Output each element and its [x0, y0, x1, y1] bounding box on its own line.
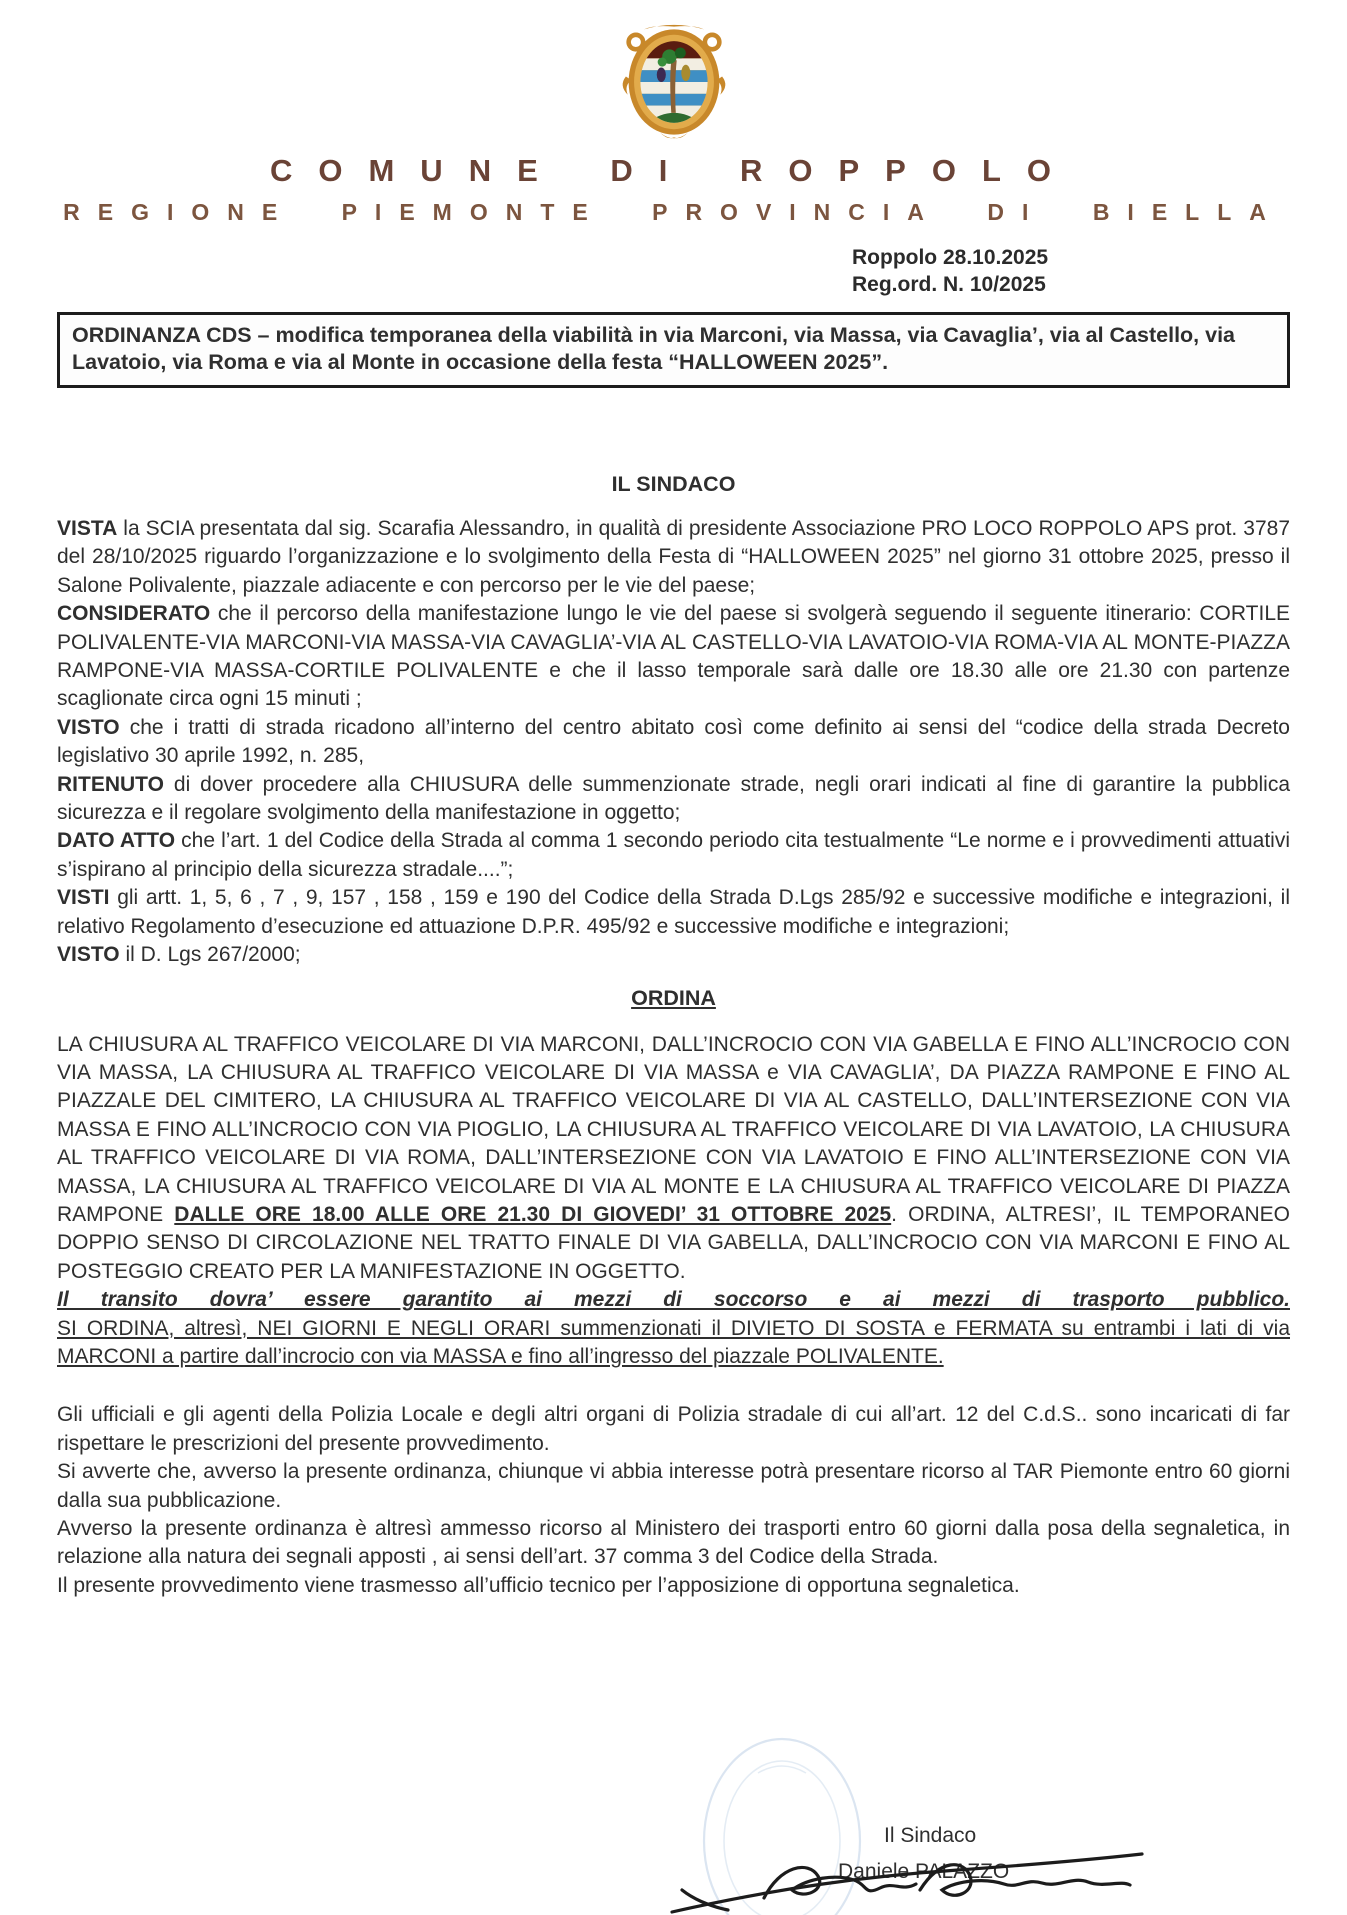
ordina-text-part1: LA CHIUSURA AL TRAFFICO VEICOLARE DI VIA MARCONI, DALL’INCROCIO CON VIA GABELLA E FINO ALL’INCROCIO CON VIA MASSA, LA CHIUSURA AL TRAFFICO VEICOLARE DI VIA MASSA e VIA CAVAGLIA’, DA PIAZZA RAMPONE E FINO AL PIAZZALE DEL CIMITERO, LA CHIUSURA AL TRAFFICO VEICOLARE DI VIA AL CASTELLO, DALL’INTERSEZIONE CON VIA MASSA E FINO ALL’INCROCIO CON VIA PIOGLIO, LA CHIUSURA AL TRAFFICO VEICOLARE DI VIA LAVATOIO, LA CHIUSURA AL TRAFFICO VEICOLARE DI VIA ROMA, DALL’INTERSEZIONE CON VIA LAVATOIO E FINO ALL’INTERSEZIONE CON VIA MASSA, LA CHIUSURA AL TRAFFICO VEICOLARE DI VIA AL MONTE E LA CHIUSURA AL TRAFFICO VEICOLARE DI PIAZZA RAMPONE: [57, 1032, 1290, 1226]
municipality-name: COMUNE DI ROPPOLO: [269, 153, 1077, 188]
ordinance-title: ORDINANZA CDS – modifica temporanea della viabilità in via Marconi, via Massa, via Cavaglia’, via al Castello, via Lavatoio, via Roma e via al Monte in occasione della festa “HALLOWEEN 2025”.: [72, 323, 1236, 374]
premise-lead: DATO ATTO: [57, 829, 176, 853]
closing-technical-office: Il presente provvedimento viene trasmesso all’ufficio tecnico per l’apposizione di opportuna segnaletica.: [57, 1573, 1020, 1597]
premise-ritenuto: [57, 771, 1290, 828]
premise-text: il D. Lgs 267/2000;: [119, 943, 301, 967]
closing-tar-appeal: Si avverte che, avverso la presente ordinanza, chiunque vi abbia interesse potrà presentare ricorso al TAR Piemonte entro 60 giorni dalla sua pubblicazione.: [57, 1460, 1290, 1512]
premise-visti: [57, 884, 1290, 941]
handwritten-signature: [668, 1840, 1148, 1915]
ordina-body-paragraph: [57, 1031, 1290, 1287]
premise-visto-1: [57, 714, 1290, 771]
signature-role: Il Sindaco: [884, 1824, 977, 1847]
closing-ministry-appeal: Avverso la presente ordinanza è altresì ammesso ricorso al Ministero dei trasporti entro 60 giorni dalla posa della segnaletica, in relazione alla natura dei segnali apposti , ai sensi dell’art. 37 comma 3 del Codice della Strada.: [57, 1517, 1290, 1569]
premises-section: [57, 515, 1290, 970]
premise-lead: VISTO: [57, 943, 120, 967]
premise-text: gli artt. 1, 5, 6 , 7 , 9, 157 , 158 , 159 e 190 del Codice della Strada D.Lgs 285/92 e successive modifiche e integrazioni, il relativo Regolamento d’esecuzione ed attuazione D.P.R. 495/92 e successive modifiche e integrazioni;: [57, 886, 1290, 938]
premise-dato-atto: [57, 827, 1290, 884]
ordina-text-part2: . ORDINA, ALTRESI’, IL TEMPORANEO DOPPIO SENSO DI CIRCOLAZIONE NEL TRATTO FINALE DI VIA GABELLA, DALL’INCROCIO CON VIA MARCONI E FINO AL POSTEGGIO CREATO PER LA MANIFESTAZIONE IN OGGETTO.: [57, 1202, 1290, 1283]
premise-lead: VISTA: [57, 517, 118, 540]
premise-text: che i tratti di strada ricadono all’interno del centro abitato così come definito ai sensi del “codice della strada Decreto legislativo 30 aprile 1992, n. 285,: [57, 715, 1290, 768]
ordina-section: [57, 1031, 1290, 1601]
premise-lead: RITENUTO: [57, 772, 164, 796]
premise-lead: CONSIDERATO: [57, 602, 211, 626]
closing-section: [57, 1401, 1290, 1600]
premise-considerato: [57, 600, 1290, 714]
closing-enforcement: Gli ufficiali e gli agenti della Polizia Locale e degli altri organi di Polizia stradale di cui all’art. 12 del C.d.S.. sono incaricati di far rispettare le prescrizioni del presente provvedimento.: [57, 1403, 1290, 1455]
premise-vista: [57, 515, 1290, 600]
ordinance-title-box: [57, 312, 1290, 388]
no-parking-note: SI ORDINA, altresì, NEI GIORNI E NEGLI ORARI summenzionati il DIVIETO DI SOSTA e FERMATA su entrambi i lati di via MARCONI a partire dall’incrocio con via MASSA e fino all’ingresso del piazzale POLIVALENTE.: [57, 1316, 1290, 1368]
region-province-line: REGIONE PIEMONTE PROVINCIA DI BIELLA: [63, 199, 1284, 225]
registration-number: Reg.ord. N. 10/2025: [852, 273, 1046, 296]
transit-guarantee-note: Il transito dovra’ essere garantito ai mezzi di soccorso e ai mezzi di trasporto pubblico.: [57, 1288, 1290, 1312]
roppolo-coat-of-arms-icon: [615, 22, 733, 142]
premise-lead: VISTO: [57, 715, 120, 739]
premise-lead: VISTI: [57, 886, 110, 910]
document-header: [0, 0, 1347, 226]
place-date: Roppolo 28.10.2025: [852, 246, 1049, 269]
signature-name: Daniele PALAZZO: [838, 1860, 1010, 1883]
premise-visto-2: [57, 941, 1290, 969]
coat-of-arms: [84, 22, 1264, 147]
date-registration-block: [852, 244, 1292, 298]
premise-text: che l’art. 1 del Codice della Strada al comma 1 secondo periodo cita testualmente “Le norme e i provvedimenti attuativi s’ispirano al principio della sicurezza stradale....”;: [57, 829, 1291, 881]
ordina-hours-emphasis: DALLE ORE 18.00 ALLE ORE 21.30 DI GIOVEDI’ 31 OTTOBRE 2025: [174, 1202, 892, 1226]
premise-text: che il percorso della manifestazione lungo le vie del paese si svolgerà seguendo il seguente itinerario: CORTILE POLIVALENTE-VIA MARCONI-VIA MASSA-VIA CAVAGLIA’-VIA AL CASTELLO-VIA LAVATOIO-VIA ROMA-VIA AL MONTE-PIAZZA RAMPONE-VIA MASSA-CORTILE POLIVALENTE e che il lasso temporale sarà dalle ore 18.30 alle ore 21.30 con partenze scaglionate circa ogni 15 minuti ;: [57, 602, 1290, 711]
premise-text: la SCIA presentata dal sig. Scarafia Alessandro, in qualità di presidente Associazione PRO LOCO ROPPOLO APS prot. 3787 del 28/10/2025 riguardo l’organizzazione e lo svolgimento della Festa di “HALLOWEEN 2025” nel giorno 31 ottobre 2025, presso il Salone Polivalente, piazzale adiacente e con percorso per le vie del paese;: [57, 517, 1290, 597]
ordina-heading: ORDINA: [631, 985, 716, 1010]
premise-text: di dover procedere alla CHIUSURA delle summenzionate strade, negli orari indicati al fine di garantire la pubblica sicurezza e il regolare svolgimento della manifestazione in oggetto;: [57, 772, 1290, 825]
il-sindaco-heading: IL SINDACO: [611, 472, 736, 496]
